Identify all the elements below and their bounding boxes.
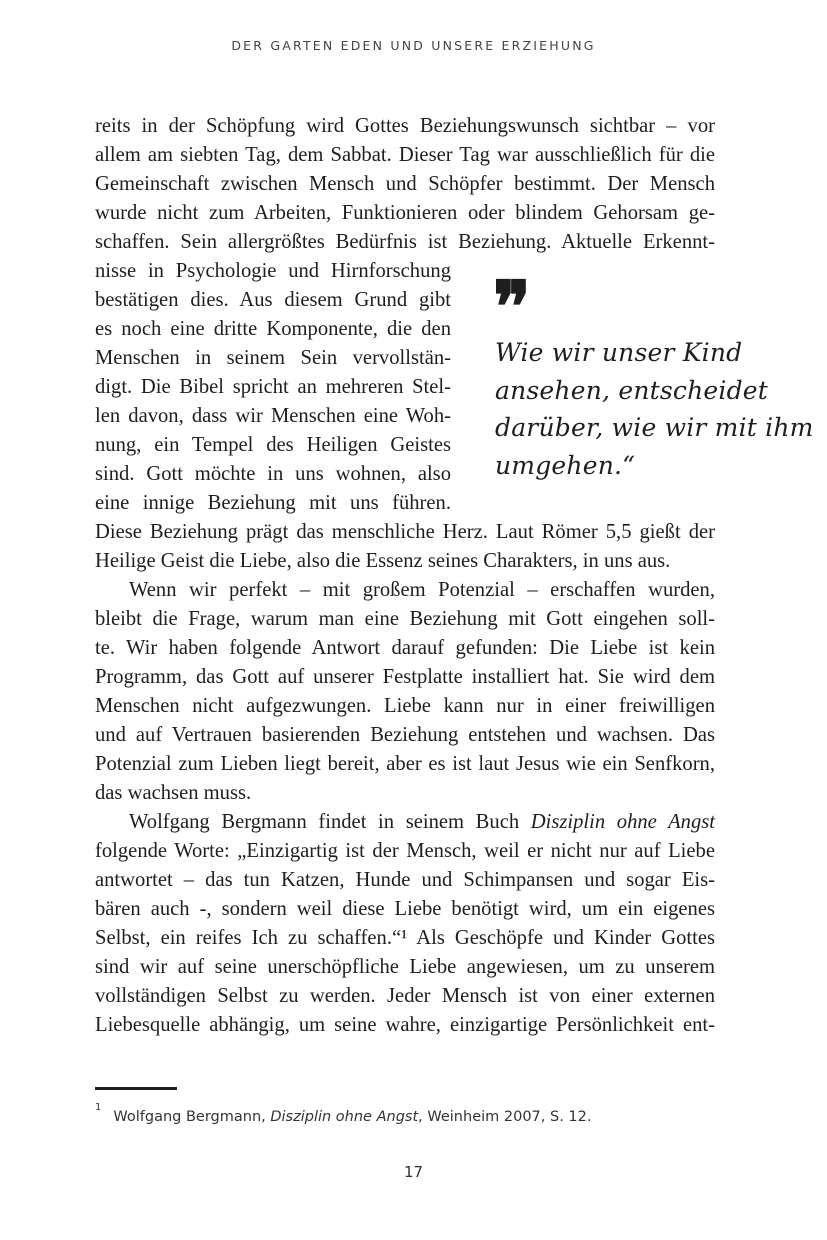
text-line: reits in der Schöpfung wird Gottes Beziehungswunsch sichtbar – vor [95,115,715,137]
text-line: antwortet – das tun Katzen, Hunde und Schimpansen und sogar Eis- [95,869,715,891]
book-title: Disziplin ohne Angst [530,811,715,833]
footnote-author: Wolfgang Bergmann, [113,1108,271,1125]
text-line: Gemeinschaft zwischen Mensch und Schöpfer bestimmt. Der Mensch [95,173,715,195]
text-line: allem am siebten Tag, dem Sabbat. Dieser Tag war ausschließlich für die [95,144,715,166]
text-line: das wachsen muss. [95,782,252,804]
text-line: wurde nicht zum Arbeiten, Funktionieren oder blindem Gehorsam ge- [95,202,715,224]
text-line: len davon, dass wir Menschen eine Woh- [95,405,451,427]
text-line: Programm, das Gott auf unserer Festplatte installiert hat. Sie wird dem [95,666,715,688]
body-paragraph-2 [95,576,715,808]
text-line: bleibt die Frage, warum man eine Beziehung mit Gott eingehen soll- [95,608,715,630]
text-line: Diese Beziehung prägt das menschliche Herz. Laut Römer 5,5 gießt der [95,521,715,543]
body-paragraph-1-narrow [95,257,451,518]
text-line: sind. Gott möchte in uns wohnen, also [95,463,451,485]
pull-quote-line: ansehen, entscheidet [495,375,769,405]
text-line: und auf Vertrauen basierenden Beziehung entstehen und wachsen. Das [95,724,715,746]
text-line: es noch eine dritte Komponente, die den [95,318,451,340]
text-line: Menschen in seinem Sein vervollstän- [95,347,451,369]
text-run: Wolfgang Bergmann findet in seinem Buch [129,811,531,833]
body-paragraph-1-after [95,518,715,576]
text-line: vollständigen Selbst zu werden. Jeder Mensch ist von einer externen [95,985,715,1007]
running-head: DER GARTEN EDEN UND UNSERE ERZIEHUNG [231,38,596,53]
body-paragraph-1-full [95,112,715,257]
text-line: Menschen nicht aufgezwungen. Liebe kann nur in einer freiwilligen [95,695,715,717]
footnote-number: 1 [95,1102,102,1113]
text-line: eine innige Beziehung mit uns führen. [95,492,451,514]
text-line: digt. Die Bibel spricht an mehreren Stel- [95,376,451,398]
text-line: te. Wir haben folgende Antwort darauf gefunden: Die Liebe ist kein [95,637,715,659]
pull-quote-line: umgehen.“ [495,450,636,480]
text-line [95,808,715,837]
body-paragraph-3 [95,808,715,1040]
text-line: Liebesquelle abhängig, um seine wahre, einzigartige Persönlichkeit ent- [95,1014,715,1036]
text-line: folgende Worte: „Einzigartig ist der Mensch, weil er nicht nur auf Liebe [95,840,715,862]
footnote-divider [95,1087,177,1090]
page-number: 17 [403,1163,424,1181]
text-line: Potenzial zum Lieben liegt bereit, aber es ist laut Jesus wie ein Senfkorn, [95,753,715,775]
text-line: nung, ein Tempel des Heiligen Geistes [95,434,451,456]
text-line: schaffen. Sein allergrößtes Bedürfnis ist Beziehung. Aktuelle Erkennt- [95,231,715,253]
text-line: sind wir auf seine unerschöpfliche Liebe angewiesen, um zu unserem [95,956,715,978]
text-line: Selbst, ein reifes Ich zu schaffen.“¹ Als Geschöpfe und Kinder Gottes [95,927,715,949]
footnote-rest: , Weinheim 2007, S. 12. [418,1108,592,1125]
text-line: nisse in Psychologie und Hirnforschung [95,260,451,282]
quote-mark-icon: ❞ [493,265,531,348]
text-line: bestätigen dies. Aus diesem Grund gibt [95,289,451,311]
footnote-title: Disziplin ohne Angst [270,1108,419,1125]
text-line: Wenn wir perfekt – mit großem Potenzial – erschaffen wurden, [129,579,715,601]
text-line: bären auch -, sondern weil diese Liebe benötigt wird, um ein eigenes [95,898,715,920]
pull-quote [495,334,814,484]
footnote [95,1102,592,1125]
pull-quote-line: darüber, wie wir mit ihm [495,413,814,442]
pull-quote-line: Wie wir unser Kind [495,338,743,367]
text-line: Heilige Geist die Liebe, also die Essenz seines Charakters, in uns aus. [95,550,671,572]
